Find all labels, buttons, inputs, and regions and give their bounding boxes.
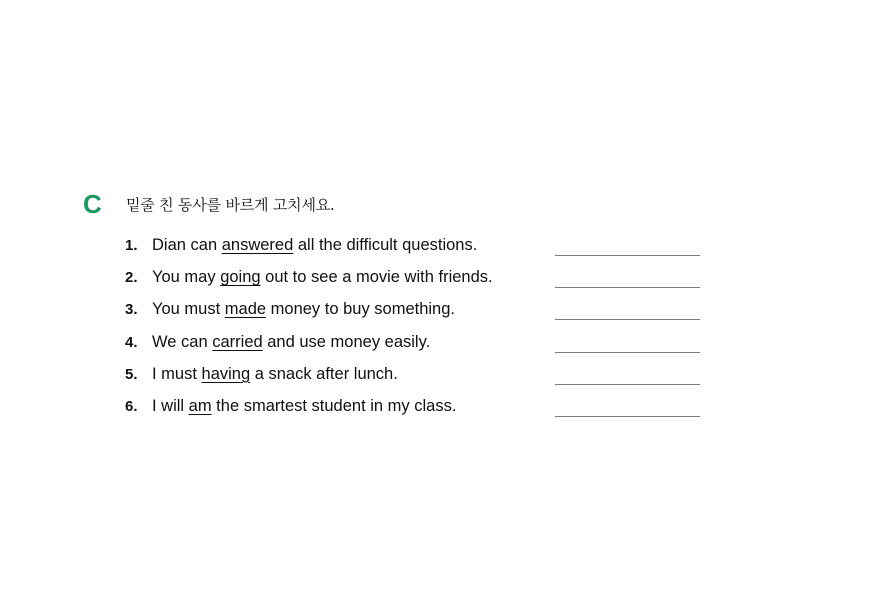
- underlined-verb: made: [224, 300, 267, 319]
- exercise-item: [125, 362, 725, 394]
- sentence-after: the smartest student in my class.: [211, 396, 457, 415]
- sentence-after: and use money easily.: [262, 332, 431, 351]
- item-number: 1.: [125, 237, 138, 254]
- sentence-after: out to see a movie with friends.: [260, 268, 493, 287]
- sentence-before: I must: [152, 364, 202, 383]
- sentence-before: Dian can: [152, 236, 222, 254]
- section-letter: C: [83, 189, 102, 219]
- answer-line[interactable]: [555, 416, 700, 417]
- sentence-before: We can: [152, 332, 213, 351]
- item-sentence: [152, 396, 456, 416]
- exercise-item: [125, 394, 725, 426]
- instruction-text: 밑줄 친 동사를 바르게 고치세요.: [126, 196, 335, 214]
- sentence-before: You may: [152, 268, 221, 287]
- underlined-verb: am: [188, 396, 212, 415]
- sentence-before: I will: [152, 396, 189, 415]
- item-number: 6.: [125, 397, 138, 415]
- item-number: 5.: [125, 365, 138, 383]
- exercise-item: [125, 265, 725, 297]
- exercise-list: [125, 233, 725, 426]
- sentence-after: money to buy something.: [266, 300, 455, 319]
- item-sentence: [152, 332, 430, 352]
- underlined-verb: having: [201, 364, 251, 383]
- answer-line[interactable]: [555, 255, 700, 256]
- item-sentence: [152, 267, 493, 287]
- underlined-verb: answered: [221, 236, 294, 254]
- answer-line[interactable]: [555, 319, 700, 320]
- answer-line[interactable]: [555, 384, 700, 385]
- item-number: 2.: [125, 269, 138, 287]
- answer-line[interactable]: [555, 352, 700, 353]
- sentence-before: You must: [152, 300, 225, 319]
- item-sentence: [152, 364, 398, 384]
- item-sentence: [152, 299, 455, 319]
- item-number: 3.: [125, 301, 138, 319]
- sentence-after: a snack after lunch.: [250, 364, 398, 383]
- answer-line[interactable]: [555, 287, 700, 288]
- item-number: 4.: [125, 333, 138, 351]
- item-sentence: [152, 235, 477, 255]
- underlined-verb: going: [220, 268, 261, 287]
- sentence-after: all the difficult questions.: [293, 236, 478, 254]
- exercise-item: [125, 297, 725, 329]
- exercise-item: [125, 330, 725, 362]
- exercise-item: [125, 233, 725, 265]
- underlined-verb: carried: [212, 332, 263, 351]
